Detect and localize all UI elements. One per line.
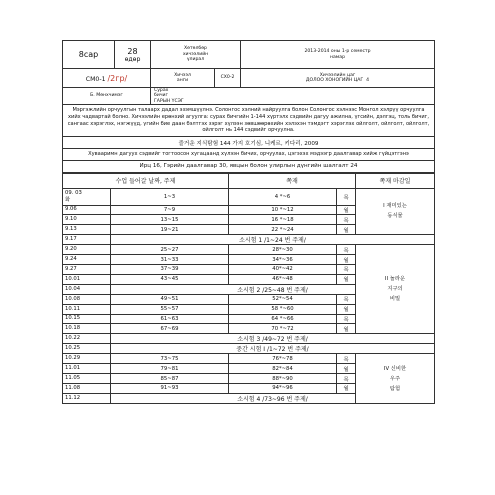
date-cell: 9.13 <box>63 225 111 235</box>
date-cell: 9.20 <box>63 245 111 255</box>
day-cell: 월 <box>337 304 356 314</box>
range-cell: 19~21 <box>111 225 229 235</box>
exam-row <box>63 344 435 354</box>
date-cell: 10.08 <box>63 294 111 304</box>
study-label-cell: Хөтөлбөр хичээлийн үлирал <box>151 41 241 69</box>
schedule-table <box>62 173 435 404</box>
table-row <box>63 245 435 255</box>
course-description: Мэргэжлийн орчуулгын талаарх дадал эзэмшүүлнэ. Солонгос хэлний найруулга болон Солонгос хэлнээс Монгол хэлрүү орчуулга хийх чадвартай болно. Хичээлийн ерөнхий агуулга: сурах бичгийн 1-144 хүртэлх сэдвийн дагуу ажилна, үгсийн, дэлгэц, толь бичиг, сангаас хэрэглэх, нэгжүүд, үгийн бие даан бэлтгэх зэрэг хүлээн зөвшөөрөхийн хэлэхэн тэмдэгт хэрэглэх ойлголт, ойлголт, ойлголт, ойлголт нь 144 сэдвийг орчуулна. <box>63 105 435 137</box>
range-cell: 37~39 <box>111 264 229 274</box>
day-cell: 목 <box>337 245 356 255</box>
day-cell: 목 <box>337 354 356 364</box>
exam-row <box>63 235 435 245</box>
code-cell: СМ0-1 /2гр/ <box>63 69 151 88</box>
date-cell: 9.27 <box>63 264 111 274</box>
date-cell: 9.17 <box>63 235 111 245</box>
pages-cell: 64 *~66 <box>229 314 337 324</box>
topic-cell <box>356 188 435 235</box>
pages-cell: 76*~78 <box>229 354 337 364</box>
exam-row <box>63 393 435 403</box>
date-cell: 10.01 <box>63 274 111 284</box>
semester-cell: 2013-2014 оны 1-р семестр намар <box>241 41 435 69</box>
time-cell: Хичээлийн цаг ДОЛОО ХОНОГИЙН ЦАГ 4 <box>241 69 435 88</box>
day-cell: 목 <box>337 294 356 304</box>
pages-cell: 22 *~24 <box>229 225 337 235</box>
date-cell: 11.01 <box>63 364 111 374</box>
pages-cell: 34*~36 <box>229 255 337 265</box>
topic-line: 탐험 <box>389 385 401 392</box>
book-label-cell: Сурах бичиг ГАРЫН ҮСЭГ <box>151 88 435 105</box>
date-cell: 9.10 <box>63 215 111 225</box>
topic-line: 우주 <box>389 375 401 382</box>
date-cell: 09. 03 화 <box>63 188 111 205</box>
range-cell: 49~51 <box>111 294 229 304</box>
pages-cell: 16 *~18 <box>229 215 337 225</box>
pages-cell: 70 *~72 <box>229 324 337 334</box>
exam-row <box>63 334 435 344</box>
date-cell: 10.22 <box>63 334 111 344</box>
pages-cell: 52*~54 <box>229 294 337 304</box>
pages-cell: 4 *~6 <box>229 188 337 205</box>
cx-cell: СХ0-2 <box>215 69 241 88</box>
range-cell: 43~45 <box>111 274 229 284</box>
date-cell: 10.29 <box>63 354 111 364</box>
day-cell: 월 <box>337 364 356 374</box>
range-cell: 7~9 <box>111 205 229 215</box>
col-date-header: 수업 들어갈 날짜, 주제 <box>63 173 229 188</box>
range-cell: 67~69 <box>111 324 229 334</box>
date-cell: 11.12 <box>63 393 111 403</box>
teacher-cell: Б. Мөнхчимэг <box>63 88 151 105</box>
textbook-title: 즐거운 지식탐험 144 가지 호기심, 니케르, 키다리, 2009 <box>63 137 435 149</box>
pages-cell: 82*~84 <box>229 364 337 374</box>
pages-cell: 88*~90 <box>229 374 337 384</box>
pages-cell: 40*~42 <box>229 264 337 274</box>
range-cell: 13~15 <box>111 215 229 225</box>
range-cell: 31~33 <box>111 255 229 265</box>
range-cell: 79~81 <box>111 364 229 374</box>
day-cell: 월 <box>337 205 356 215</box>
date-cell: 9.06 <box>63 205 111 215</box>
table-row <box>63 188 435 205</box>
grade-cell: 8сар <box>63 41 115 69</box>
header-table <box>62 40 435 173</box>
day-cell: 목 <box>337 188 356 205</box>
exam-cell: 소시험 1 /1~24 번 주제/ <box>111 235 435 245</box>
class-label-cell: Хичээл анги <box>151 69 215 88</box>
exam-row <box>63 284 435 294</box>
table-row <box>63 354 435 364</box>
day-cell: 목 <box>337 215 356 225</box>
exam-cell: 소시험 2 /25~48 번 주제/ <box>111 284 435 294</box>
date-cell: 10.15 <box>63 314 111 324</box>
exam-cell: 소시험 3 /49~72 번 주제/ <box>111 334 435 344</box>
topic-line: 동식물 <box>387 213 403 220</box>
pages-cell: 46*~48 <box>229 274 337 284</box>
range-cell: 25~27 <box>111 245 229 255</box>
col-topic-header: 쪽재 마감일 <box>356 173 435 188</box>
range-cell: 61~63 <box>111 314 229 324</box>
date-cell: 10.25 <box>63 344 111 354</box>
range-cell: 1~3 <box>111 188 229 205</box>
range-cell: 91~93 <box>111 384 229 394</box>
day-cell: 월 <box>337 384 356 394</box>
topic-line: 비밀 <box>389 296 401 303</box>
day-cell: 목 <box>337 264 356 274</box>
topic-line: IV 신비한 <box>383 365 407 372</box>
date-cell: 11.05 <box>63 374 111 384</box>
date-cell: 11.08 <box>63 384 111 394</box>
pages-cell: 94*~96 <box>229 384 337 394</box>
topic-line: 지구의 <box>387 286 403 293</box>
range-cell: 55~57 <box>111 304 229 314</box>
days-cell: 28 өдөр <box>115 41 151 69</box>
day-cell: 목 <box>337 374 356 384</box>
objective-text: Хувааримн дагуух сэдвийг тогтоосон хугацаанд хүлээн бичих, орчуулах, цэгэхэх мэдээгр даалгавар хийж гүйцэтгэнэ <box>63 149 435 161</box>
topic-line: I 재미있는 <box>383 203 407 210</box>
range-cell: 85~87 <box>111 374 229 384</box>
pages-cell: 10 *~12 <box>229 205 337 215</box>
date-cell: 10.04 <box>63 284 111 294</box>
col-pages-header: 쪽재 <box>229 173 356 188</box>
day-cell: 월 <box>337 324 356 334</box>
day-cell: 월 <box>337 225 356 235</box>
day-cell: 월 <box>337 274 356 284</box>
pages-cell: 58 *~60 <box>229 304 337 314</box>
syllabus-document <box>62 40 434 404</box>
pages-cell: 28*~30 <box>229 245 337 255</box>
date-cell: 10.11 <box>63 304 111 314</box>
topic-line: II 놀라운 <box>384 276 406 283</box>
date-cell: 10.18 <box>63 324 111 334</box>
date-cell: 9.24 <box>63 255 111 265</box>
day-cell: 목 <box>337 314 356 324</box>
exam-cell: 소시험 4 /73~96 번 주제/ <box>111 393 435 403</box>
exam-cell: 중간 시험 I /1~72 번 주제/ <box>111 344 435 354</box>
grading-text: Ирц 16, Гэрийн даалгавар 30, явцын болон улирлын дүнгийн шалгалт 24 <box>63 160 435 172</box>
day-cell: 월 <box>337 255 356 265</box>
range-cell: 73~75 <box>111 354 229 364</box>
